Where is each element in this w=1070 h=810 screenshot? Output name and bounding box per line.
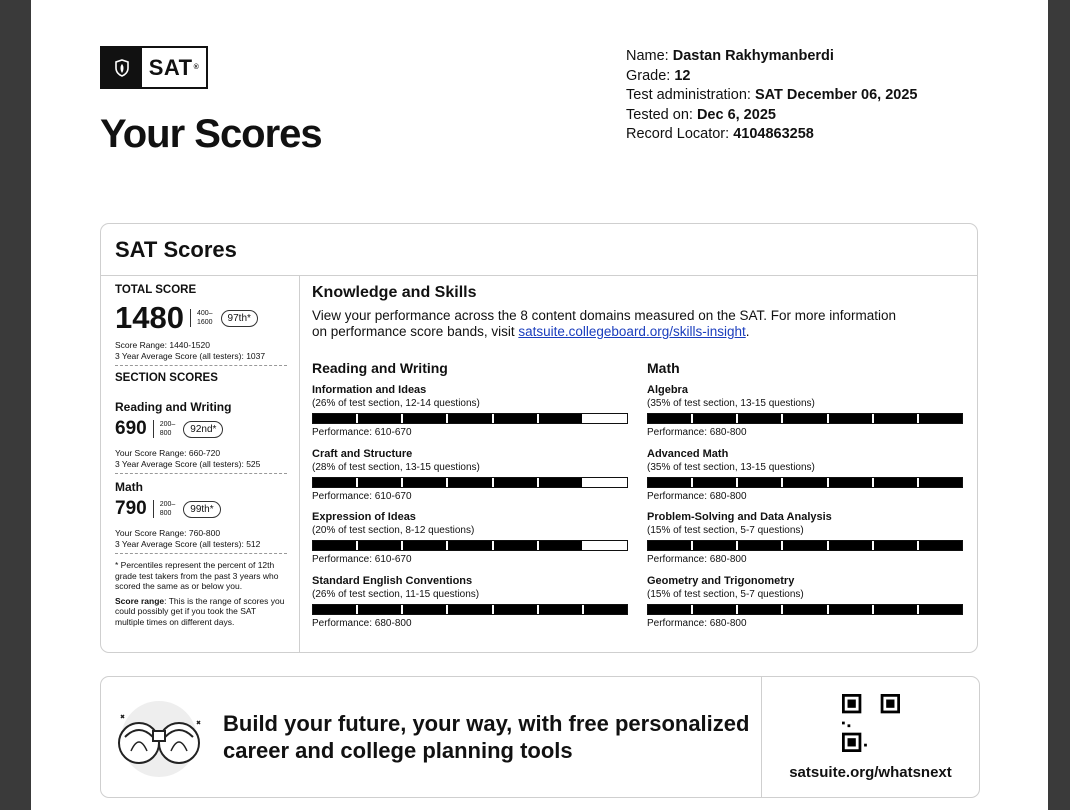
score-range-note: Score range: This is the range of scores you could possibly get if you took the SAT multiple times on different days. (115, 595, 285, 627)
performance-bar-segment (829, 605, 874, 614)
performance-bar-segment (874, 414, 919, 423)
domain-name: Information and Ideas (312, 384, 427, 396)
sat-logo (100, 46, 208, 89)
skills-insight-link[interactable]: satsuite.collegeboard.org/skills-insight (518, 324, 746, 339)
domain-name: Geometry and Trigonometry (647, 574, 795, 587)
performance-bar-segment (313, 541, 358, 550)
performance-bar-segment (313, 414, 358, 423)
planning-tools-banner (100, 676, 980, 798)
student-name-row: Name: Dastan Rakhymanberdi (626, 48, 834, 64)
record-locator-row: Record Locator: 4104863258 (626, 126, 814, 143)
performance-bar-segment (783, 605, 828, 614)
performance-bar-segment (874, 478, 919, 487)
grade-row: Grade: 12 (626, 67, 691, 84)
performance-bar-segment (738, 541, 783, 550)
domain-name: Craft and Structure (312, 447, 413, 460)
performance-bar-segment (584, 414, 627, 423)
performance-bar-segment (358, 541, 403, 550)
knowledge-skills-description: View your performance across the 8 content domains measured on the SAT. For more information on performance score bands, visit satsuite.collegeboard.org/skills-insight. (312, 308, 897, 339)
domain-weight: (28% of test section, 13-15 questions) (312, 461, 480, 473)
performance-bar (647, 540, 963, 551)
math-score-scale: 200– 800 (153, 500, 176, 518)
math-domains-column (647, 360, 963, 638)
domain-performance: Performance: 680-800 (647, 490, 747, 502)
total-percentile-badge: 97th* (221, 310, 258, 327)
performance-bar (312, 604, 628, 615)
performance-bar-segment (738, 414, 783, 423)
performance-bar-segment (403, 414, 448, 423)
card-title: SAT Scores (101, 224, 977, 276)
divider (115, 473, 287, 474)
rw-average: 3 Year Average Score (all testers): 525 (115, 458, 261, 469)
domain-name: Standard English Conventions (312, 574, 473, 587)
math-score-row (115, 498, 287, 520)
tested-on-value: Dec 6, 2025 (696, 106, 776, 123)
performance-bar-segment (358, 605, 403, 614)
score-summary-panel (101, 276, 300, 652)
performance-bar-segment (494, 478, 539, 487)
performance-bar-segment (358, 478, 403, 487)
rw-score-scale: 200– 800 (153, 420, 176, 438)
math-score-range: Your Score Range: 760-800 (115, 528, 221, 538)
domain-weight: (20% of test section, 8-12 questions) (312, 525, 475, 536)
rw-section-name: Reading and Writing (115, 400, 232, 414)
performance-bar-segment (919, 605, 962, 614)
performance-bar-segment (829, 541, 874, 550)
sat-scores-card (100, 223, 978, 653)
domain-name: Advanced Math (647, 447, 729, 460)
domain-item (312, 575, 628, 639)
knowledge-skills-title: Knowledge and Skills (312, 284, 477, 301)
performance-bar (647, 604, 963, 615)
performance-bar (312, 413, 628, 424)
performance-bar-segment (648, 605, 693, 614)
knowledge-skills-panel (312, 276, 963, 652)
tested-on-row: Tested on: Dec 6, 2025 (626, 106, 776, 123)
math-average: 3 Year Average Score (all testers): 512 (115, 538, 261, 549)
percentile-note: * Percentiles represent the percent of 12th grade test takers from the past 3 years who scored the same as or below you. (115, 560, 279, 591)
section-scores-label: SECTION SCORES (115, 372, 218, 384)
performance-bar-segment (494, 414, 539, 423)
performance-bar-segment (358, 414, 403, 423)
performance-bar (312, 477, 628, 488)
whatsnext-url[interactable]: satsuite.org/whatsnext (789, 763, 952, 781)
divider (115, 365, 287, 366)
math-score-value: 790 (115, 498, 147, 519)
total-score-row (115, 300, 287, 336)
performance-bar-segment (403, 541, 448, 550)
rw-column-title: Reading and Writing (312, 360, 448, 376)
performance-bar (647, 413, 963, 424)
performance-bar-segment (738, 478, 783, 487)
total-score-range: Score Range: 1440-1520 (115, 340, 210, 350)
student-info (626, 47, 918, 145)
domain-weight: (15% of test section, 5-7 questions) (647, 588, 804, 600)
performance-bar-segment (313, 605, 358, 614)
rw-domains-column (312, 360, 628, 638)
domain-performance: Performance: 610-670 (312, 490, 412, 502)
performance-bar-segment (783, 541, 828, 550)
domain-performance: Performance: 680-800 (312, 617, 412, 629)
math-column-title: Math (647, 360, 680, 376)
rw-percentile-badge: 92nd* (183, 421, 223, 438)
domain-performance: Performance: 680-800 (647, 554, 747, 565)
performance-bar-segment (874, 541, 919, 550)
performance-bar-segment (494, 605, 539, 614)
performance-bar-segment (584, 605, 627, 614)
performance-bar-segment (448, 605, 493, 614)
banner-headline: Build your future, your way, with free personalized career and college planning tools (223, 711, 750, 763)
performance-bar-segment (874, 605, 919, 614)
domain-item (647, 575, 963, 639)
grade-value: 12 (674, 67, 691, 84)
domain-weight: (15% of test section, 5-7 questions) (647, 525, 804, 536)
performance-bar-segment (448, 414, 493, 423)
performance-bar-segment (919, 414, 962, 423)
domain-item (312, 448, 628, 512)
domain-weight: (35% of test section, 13-15 questions) (647, 461, 815, 473)
performance-bar-segment (693, 541, 738, 550)
domain-weight: (35% of test section, 13-15 questions) (647, 398, 815, 409)
performance-bar-segment (783, 414, 828, 423)
domain-item (312, 384, 628, 448)
total-score-value: 1480 (115, 300, 184, 335)
domain-item (647, 511, 963, 575)
performance-bar-segment (403, 478, 448, 487)
performance-bar-segment (919, 541, 962, 550)
domain-weight: (26% of test section, 11-15 questions) (312, 588, 480, 600)
rw-score-row (115, 418, 287, 440)
domain-item (647, 448, 963, 512)
performance-bar-segment (829, 478, 874, 487)
domain-performance: Performance: 610-670 (312, 554, 412, 565)
domain-name: Problem-Solving and Data Analysis (647, 511, 832, 523)
performance-bar-segment (738, 605, 783, 614)
performance-bar (312, 540, 628, 551)
record-locator-value: 4104863258 (733, 126, 814, 143)
performance-bar-segment (693, 414, 738, 423)
performance-bar-segment (494, 541, 539, 550)
performance-bar-segment (448, 541, 493, 550)
performance-bar-segment (783, 478, 828, 487)
domain-performance: Performance: 610-670 (312, 427, 412, 438)
domain-performance: Performance: 680-800 (647, 617, 747, 629)
test-admin-value: SAT December 06, 2025 (754, 87, 918, 104)
domain-name: Algebra (647, 384, 688, 396)
total-average: 3 Year Average Score (all testers): 1037 (115, 350, 266, 361)
performance-bar-segment (648, 414, 693, 423)
domain-name: Expression of Ideas (312, 511, 416, 523)
math-percentile-badge: 99th* (183, 501, 220, 518)
divider (115, 553, 287, 554)
test-admin-row: Test administration: SAT December 06, 2025 (626, 87, 918, 104)
page-title: Your Scores (100, 112, 322, 156)
logo-wordmark: SAT ® (148, 54, 200, 80)
qr-code-icon[interactable] (842, 694, 900, 752)
rw-score-value: 690 (115, 418, 147, 439)
performance-bar-segment (539, 541, 584, 550)
rw-score-range: Your Score Range: 660-720 (115, 448, 221, 458)
performance-bar-segment (313, 478, 358, 487)
performance-bar (647, 477, 963, 488)
domain-performance: Performance: 680-800 (647, 427, 747, 438)
score-report-page (31, 0, 1048, 810)
domain-weight: (26% of test section, 12-14 questions) (312, 398, 480, 409)
math-section-name: Math (115, 480, 143, 494)
performance-bar-segment (829, 414, 874, 423)
performance-bar-segment (448, 478, 493, 487)
domain-item (312, 511, 628, 575)
performance-bar-segment (648, 541, 693, 550)
performance-bar-segment (693, 605, 738, 614)
total-score-scale: 400– 1600 (190, 309, 213, 327)
performance-bar-segment (403, 605, 448, 614)
binoculars-icon (109, 697, 209, 777)
performance-bar-segment (539, 605, 584, 614)
acorn-shield-icon (102, 48, 142, 87)
performance-bar-segment (919, 478, 962, 487)
domain-item (647, 384, 963, 448)
performance-bar-segment (584, 478, 627, 487)
performance-bar-segment (693, 478, 738, 487)
performance-bar-segment (584, 541, 627, 550)
student-name: Dastan Rakhymanberdi (672, 48, 834, 64)
performance-bar-segment (539, 478, 584, 487)
performance-bar-segment (539, 414, 584, 423)
total-score-label: TOTAL SCORE (115, 284, 197, 296)
performance-bar-segment (648, 478, 693, 487)
